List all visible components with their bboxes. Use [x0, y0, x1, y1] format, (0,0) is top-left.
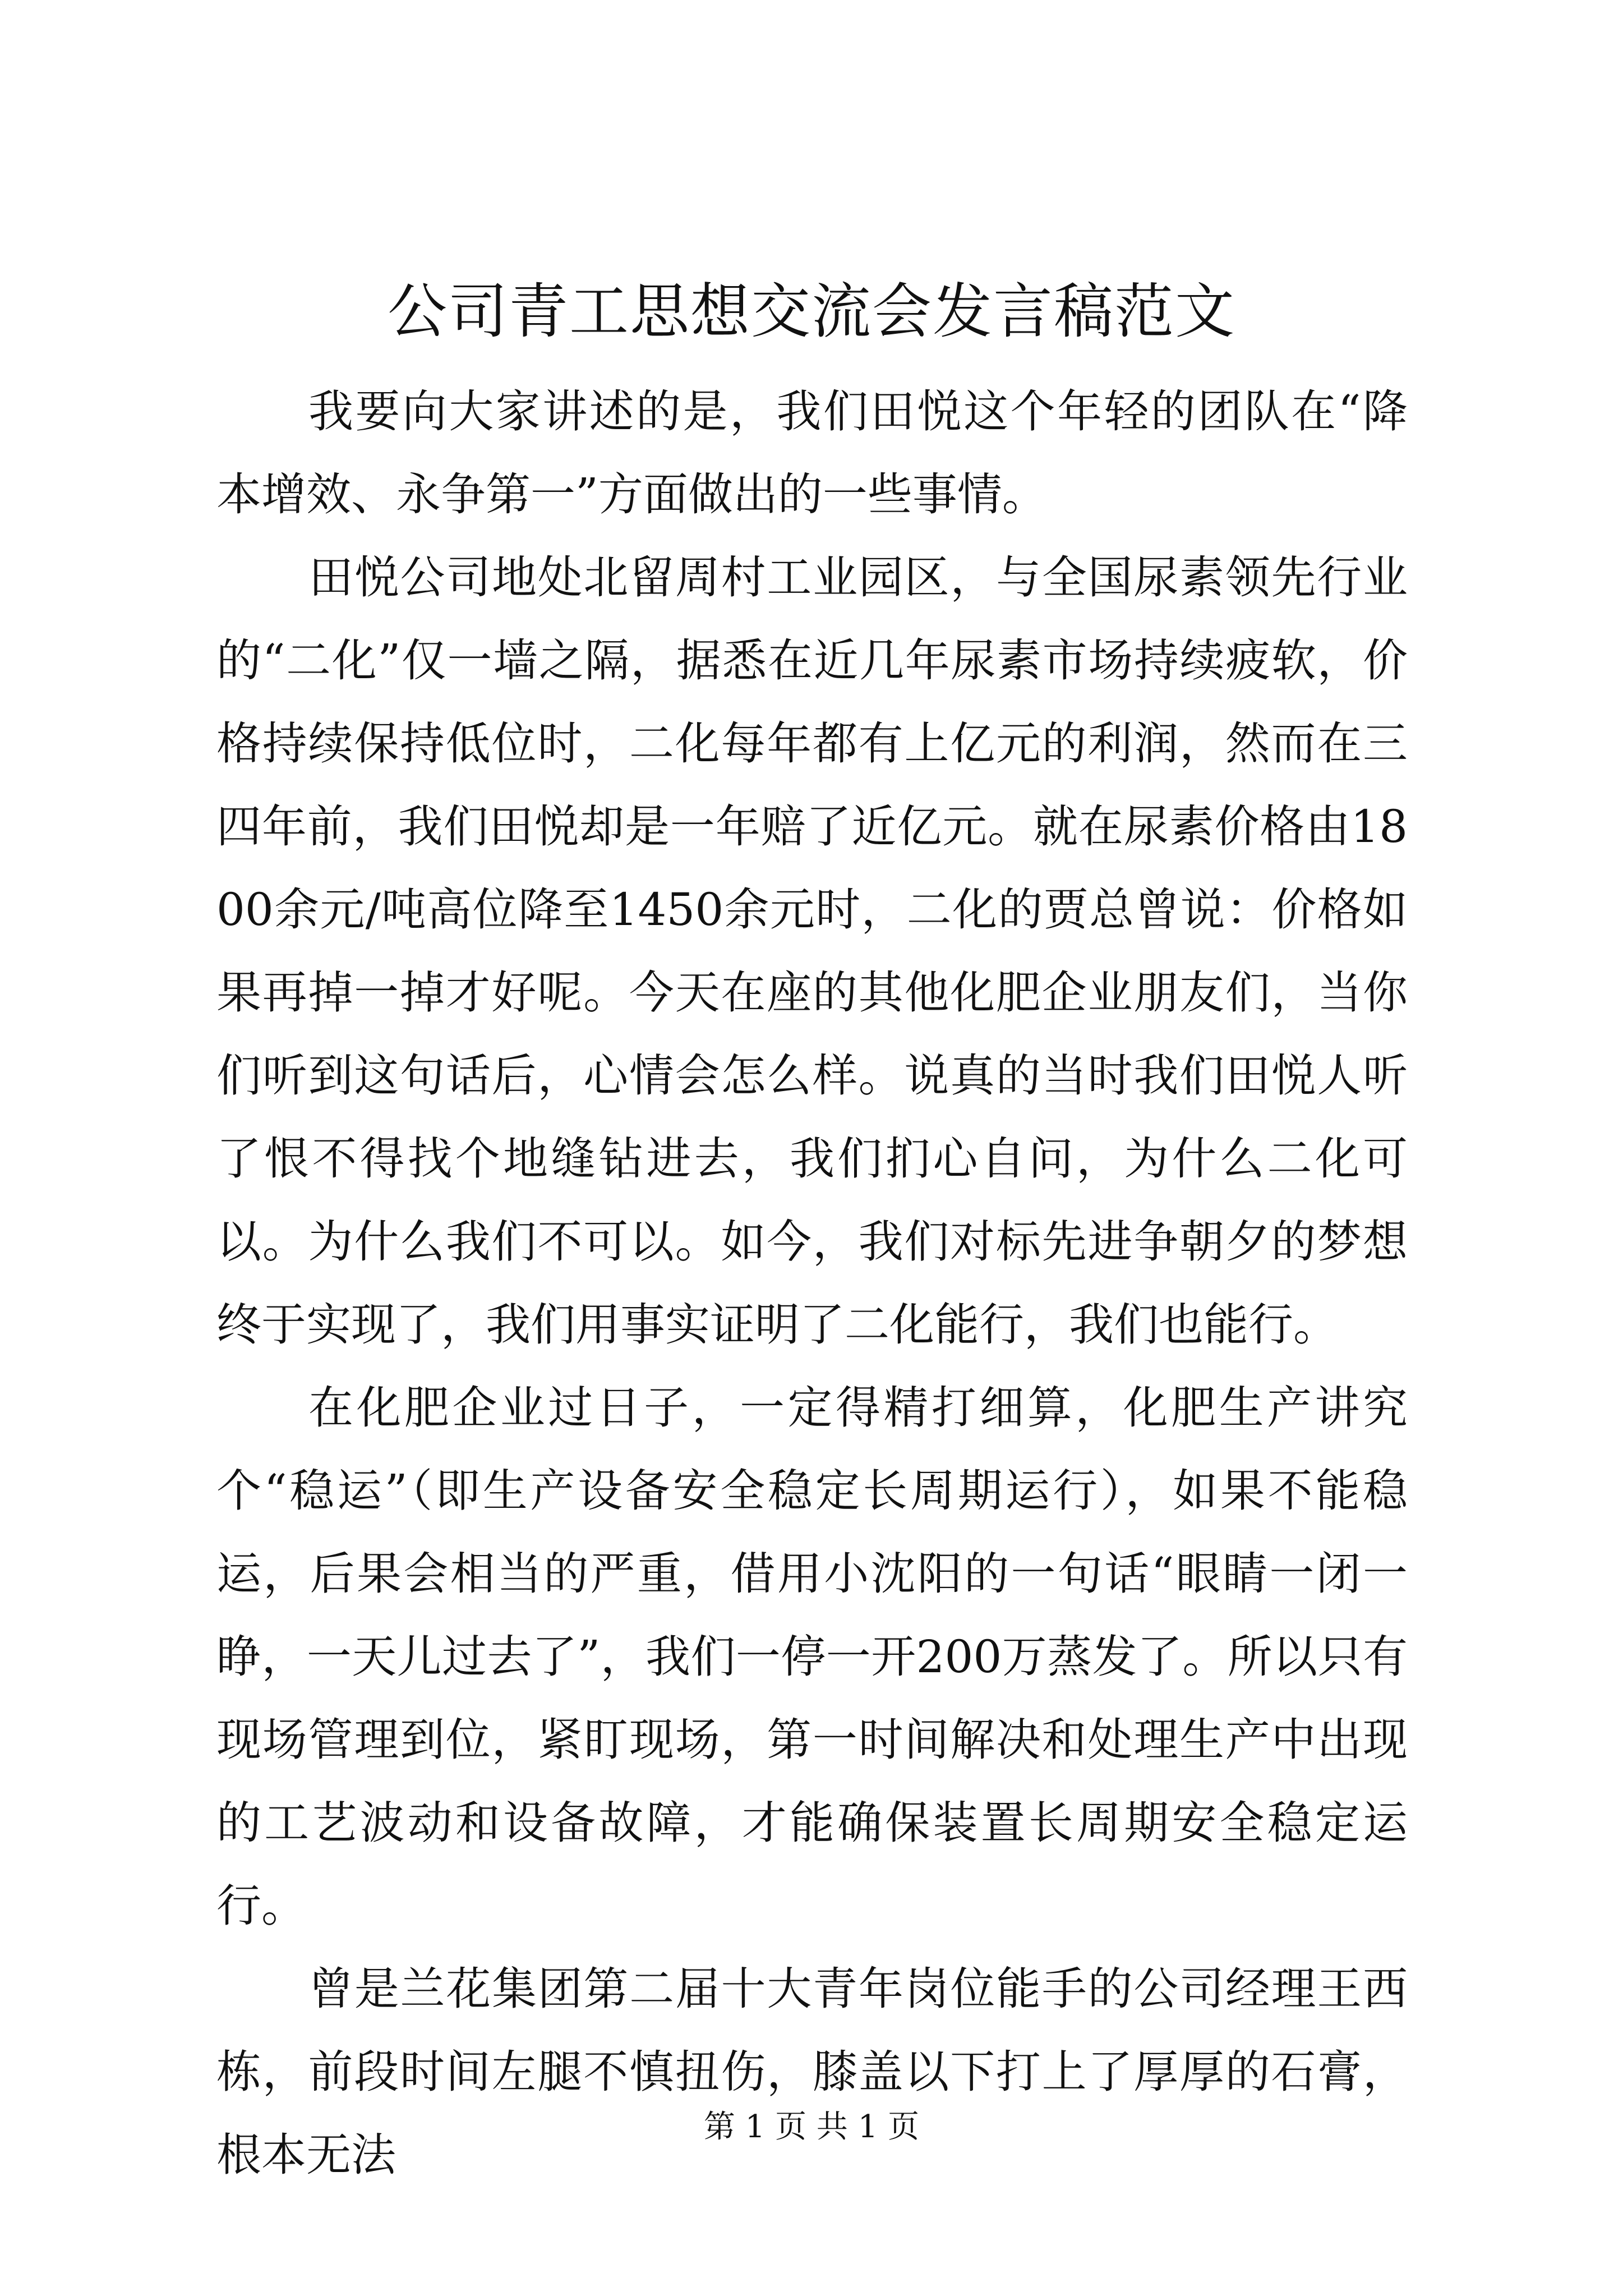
paragraph-2: 田悦公司地处北留周村工业园区，与全国尿素领先行业的“二化”仅一墙之隔，据悉在近几年尿素市场持续疲软，价格持续保持低位时，二化每年都有上亿元的利润，然而在三四年前，我们田悦却是一年赔了近亿元。就在尿素价格由1800余元/吨高位降至1450余元时，二化的贾总曾说：价格如果再掉一掉才好呢。今天在座的其他化肥企业朋友们，当你们听到这句话后，心情会怎么样。说真的当时我们田悦人听了恨不得找个地缝钻进去，我们扪心自问，为什么二化可以。为什么我们不可以。如今，我们对标先进争朝夕的梦想终于实现了，我们用事实证明了二化能行，我们也能行。: [216, 551, 1408, 1351]
paragraph-1: 我要向大家讲述的是，我们田悦这个年轻的团队在“降本增效、永争第一”方面做出的一些事情。: [216, 385, 1408, 521]
document-body: [216, 370, 1408, 2197]
paragraph-3: 在化肥企业过日子，一定得精打细算，化肥生产讲究个“稳运”（即生产设备安全稳定长周期运行），如果不能稳运，后果会相当的严重，借用小沈阳的一句话“眼睛一闭一睁，一天儿过去了”，我们一停一开200万蒸发了。所以只有现场管理到位，紧盯现场，第一时间解决和处理生产中出现的工艺波动和设备故障，才能确保装置长周期安全稳定运行。: [216, 1382, 1408, 1932]
document-title: 公司青工思想交流会发言稿范文: [388, 277, 1235, 346]
page-footer: 第 1 页 共 1 页: [703, 2109, 920, 2145]
paragraph-4: 曾是兰花集团第二届十大青年岗位能手的公司经理王西栋，前段时间左腿不慎扭伤，膝盖以下打上了厚厚的石膏，根本无法: [216, 1963, 1408, 2181]
